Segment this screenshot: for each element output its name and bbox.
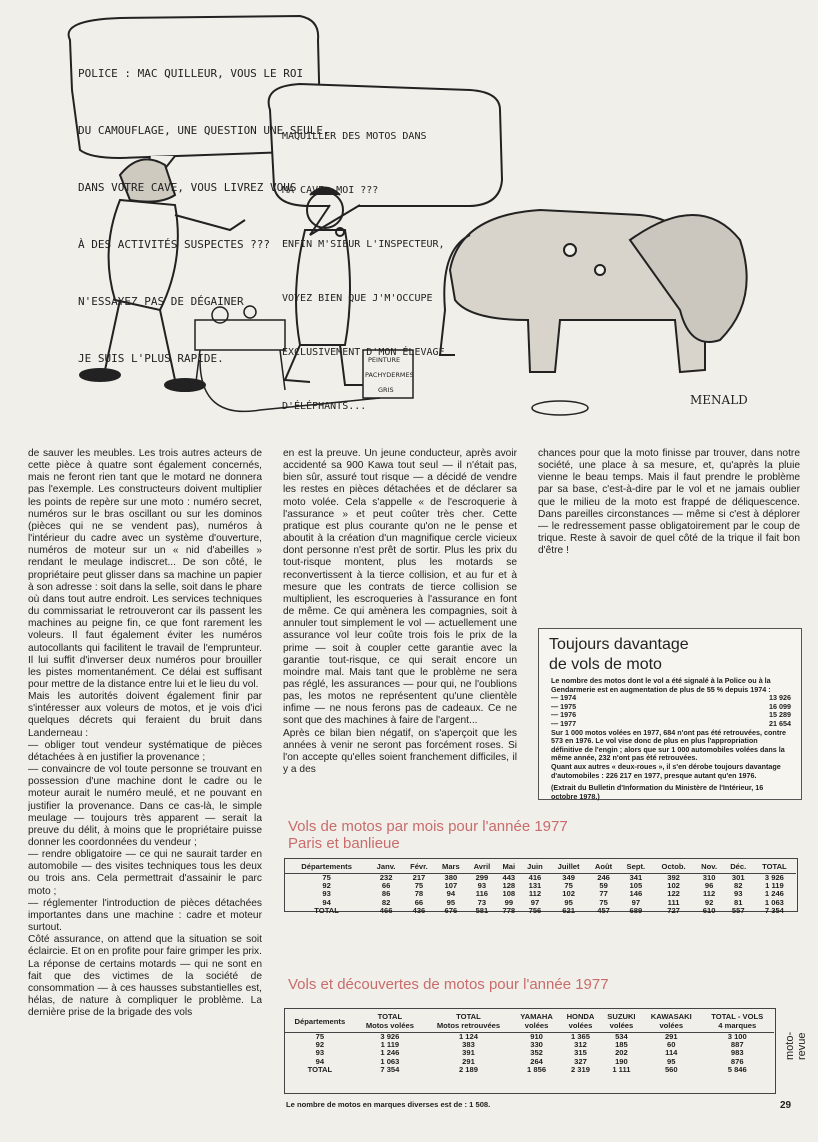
can-label-1: PEINTURE [368, 356, 401, 364]
table-header-cell [560, 1010, 601, 1033]
table-header-cell: Janv. [369, 860, 403, 874]
elephants [440, 210, 747, 372]
table-cell: 105 [629, 881, 643, 891]
table-cell: 436 [412, 905, 426, 915]
year-row [551, 694, 791, 703]
table-cell: 557 [731, 905, 745, 915]
table-header-cell: Déc. [724, 860, 753, 874]
margin-label: moto-revue [784, 1031, 808, 1060]
stats-box-intro: Le nombre des motos dont le vol a été signalé à la Police ou à la Gendarmerie est en augmentation de plus de 55 % depuis 1974 : [551, 676, 771, 694]
table-header-cell: Octob. [652, 860, 694, 874]
table-cell: 108 [502, 889, 516, 899]
table-cell: 73 [477, 897, 487, 907]
table-cell: 910 [530, 1032, 543, 1041]
table-cell: 96 [704, 881, 714, 891]
table-header-cell [513, 1010, 560, 1033]
table-cell: 246 [597, 873, 610, 882]
column-2-text: en est la preuve. Un jeune conducteur, après avoir accidenté sa 900 Kawa tout seul — il n'était pas, bien sûr, assuré tout risque — a décidé de vendre les restes en pièces détachées et de déclarer sa moto volée. Cela s'appelle « de l'escroquerie à l'assurance » et peut coûter très cher. Cette pratique est plus courante qu'on ne le pense et aboutit à la création d'un magnifique cercle vicieux dont personne n'est prêt de sortir. Plus les prix du tout-risque montent, plus les motards se reconvertissent à la tierce collision, et au fur et à mesure que les contrats de tierce collision se multiplient, les escroqueries à l'assurance en font de même. Ce qui amènera les compagnies, soit à annuler tout simplement le vol — actuellement une assurance vol leur coûte trois fois le prix de la prime — soit à coupler cette garantie avec la garantie tout-risque, ce qui serait encore un moindre mal. Mais tant que le problème ne sera pas réglé, les assurances — pour qui, ne l'oublions pas, les motos ne représentent qu'une clientèle infime — ne nous ferons pas de cadeaux. Ce ne sont que des machines à faire de l'argent... Après ce bilan bien négatif, on s'aperçoit que les années à venir ne seront pas forcément roses. Si l'on accepte qu'elles soient franchement difficiles, il y a des [283, 448, 517, 776]
table-cell: 1 246 [380, 1048, 400, 1058]
table-cell: 86 [381, 889, 391, 899]
table-cell: 341 [629, 873, 643, 882]
table-cell: 146 [629, 889, 643, 899]
header-subline: volées [568, 1021, 593, 1030]
header-subline: Motos retrouvées [436, 1021, 501, 1030]
table-cell: 315 [574, 1048, 587, 1058]
table-cell: 112 [528, 889, 542, 899]
table-cell: 111 [667, 897, 680, 907]
table-cell: 457 [597, 905, 610, 915]
table-cell: 75 [599, 897, 608, 907]
table-cell: 92 [704, 897, 714, 907]
table-cell: 190 [615, 1056, 628, 1066]
bubble1-line: JE SUIS L'PLUS RAPIDE. [78, 352, 224, 365]
bubble1-line: DU CAMOUFLAGE, UNE QUESTION UNE SEULE. [78, 124, 330, 137]
table-header-cell: Févr. [403, 860, 435, 874]
table-header-cell: Juillet [549, 860, 588, 874]
table-cell: 621 [562, 905, 575, 915]
table-cell: 1 365 [570, 1032, 590, 1041]
stats-box-title-line2: de vols de moto [549, 656, 662, 673]
table-cell: 102 [667, 881, 680, 891]
table-header-cell [701, 1010, 774, 1033]
table-1-title-line1: Vols de motos par mois pour l'année 1977 [288, 818, 568, 835]
table-cell: 301 [731, 873, 745, 882]
table-cell: 82 [733, 881, 743, 891]
table-cell: 94 [315, 1056, 325, 1066]
table-cell: 534 [615, 1032, 628, 1041]
table-cell: 689 [629, 905, 643, 915]
bubble2-line: VOYEZ BIEN QUE J'M'OCCUPE [282, 293, 433, 304]
can-label-2: PACHYDERMES [365, 371, 414, 379]
header-line: TOTAL [456, 1012, 481, 1021]
table-cell: 1 119 [380, 1040, 400, 1050]
table-cell: 122 [667, 889, 680, 899]
monthly-thefts-table [284, 860, 796, 915]
table-cell: 264 [530, 1056, 543, 1066]
table-cell: 202 [615, 1048, 628, 1058]
table-header-cell [424, 1010, 513, 1033]
table-row [284, 1049, 774, 1057]
table-header-cell: Départements [284, 860, 369, 874]
header-subline: volées [659, 1021, 684, 1030]
year-row [551, 703, 791, 712]
table-cell: 352 [530, 1048, 543, 1058]
table-cell: 95 [564, 897, 573, 907]
thefts-recoveries-table [284, 1010, 774, 1074]
table-cell: 99 [504, 897, 514, 907]
table-cell: 102 [562, 889, 575, 899]
table-row [284, 1041, 774, 1049]
table-header-cell [601, 1010, 642, 1033]
table-header-cell: Nov. [695, 860, 724, 874]
table-cell: 5 846 [727, 1064, 747, 1074]
header-line: YAMAHA [520, 1012, 553, 1021]
table-cell: 676 [444, 905, 458, 915]
table-cell: 81 [733, 897, 743, 907]
table-header-cell: Mars [435, 860, 467, 874]
table-cell: 75 [414, 881, 424, 891]
year-value: 15 289 [769, 710, 791, 720]
table-cell: 876 [730, 1056, 744, 1066]
table-cell: 116 [475, 889, 489, 899]
table-1-title [288, 818, 568, 852]
article-column-3 [538, 448, 800, 618]
table-cell: 131 [528, 881, 542, 891]
table-row [284, 890, 796, 898]
header-subline: volées [609, 1021, 634, 1030]
table-cell: 60 [667, 1040, 676, 1050]
table-cell: 3 926 [764, 873, 784, 882]
table-cell: 93 [315, 1048, 325, 1058]
table-header-cell: Août [588, 860, 619, 874]
table-cell: 560 [664, 1064, 678, 1074]
year-label: — 1977 [551, 718, 577, 728]
header-line: SUZUKI [607, 1012, 636, 1021]
table-cell: 3 926 [380, 1032, 400, 1041]
header-line: TOTAL - VOLS [711, 1012, 764, 1021]
header-subline: 4 marques [718, 1021, 757, 1030]
table-cell: 291 [462, 1056, 475, 1066]
table-cell: 95 [446, 897, 456, 907]
stats-box-title [549, 635, 689, 675]
table-cell: 1 063 [380, 1056, 400, 1066]
page-number: 29 [780, 1100, 792, 1111]
table-cell: 66 [381, 881, 391, 891]
table-cell: 1 111 [612, 1064, 631, 1074]
table-cell: 330 [530, 1040, 543, 1050]
table-cell: 1 856 [527, 1064, 547, 1074]
table-cell: 291 [664, 1032, 678, 1041]
table-cell: 756 [528, 905, 542, 915]
table-cell: 7 354 [380, 1064, 400, 1074]
year-label: — 1976 [551, 710, 577, 720]
column-1-text: de sauver les meubles. Les trois autres acteurs de cette pièce à quatre sont également concernés, mais ne feront rien tant que le motard ne donnera pas l'exemple. Les constructeurs doivent multiplier les points de repère sur une moto : numéro secret, numéros sur le bras oscillant ou sur les dominos (pièces qui ne se vendent pas), numéros à l'intérieur du cadre avec un système d'ouverture, numéros de moteur sur un « nid d'abeilles » rendant le meulage indiscret... De son côté, le propriétaire peut glisser dans sa machine un papier à son adresse : soit dans la selle, soit dans le phare où dans tout autre endroit. Les services techniques du commissariat le retrouveront car ils passent les machines au peigne fin, ce que font rarement les voleurs. Il faut également éviter les numéros autocollants qui facilitent le travail de l'emprunteur. Il lui suffit d'inverser deux numéros pour brouiller les pistes momentanément. Ce délai est suffisant pour mettre de la distance entre lui et le lieu du vol. Mais les autorités doivent également finir par s'intéresser aux voleurs de motos, et je vois d'ici quelques décrets qui feraient du bruit dans Landerneau : — obliger tout vendeur systématique de pièces détachées à en justifier la provenance ; — convaincre de vol toute personne se trouvant en possession d'une machine dont le cadre ou le moteur aurait le numéro meulé, et ne pouvant en justifier la provenance. Dans ce cas-là, le simple meulage — toujours très apparent — serait la preuve du délit, à moins que le propriétaire puisse donner les coordonnées du vendeur ; — rendre obligatoire — ce qui ne saurait tarder en automobile — des visites techniques tous les deux ou trois ans. Cela permettrait d'assainir le parc moto ; — réglementer l'introduction de pièces détachées importantes dans une machine : cadre et moteur surtout. Côté assurance, on attend que la situation se soit éclaircie. Et on en profite pour faire grimper les prix. La réponse de certains motards — qui ne sont en fait que des victimes de la société de consommation — à ces hausses substantielles est, hélas, de nature à compliquer le problème. La dernière prise de la brigade des vols [28, 448, 262, 1019]
table-cell: 581 [475, 905, 489, 915]
stats-box-body [551, 677, 791, 801]
table-header-cell [642, 1010, 700, 1033]
table-cell: 7 354 [764, 905, 784, 915]
bubble2-line: MAQUILLER DES MOTOS DANS [282, 131, 427, 142]
table-cell: 983 [730, 1048, 744, 1058]
table-cell: 59 [599, 881, 608, 891]
table-cell: 443 [502, 873, 516, 882]
table-row [284, 1066, 774, 1074]
table-cell: 727 [667, 905, 680, 915]
year-value: 16 099 [769, 701, 791, 711]
table-cell: 93 [322, 889, 331, 899]
table-cell: 75 [564, 881, 573, 891]
table-cell: 75 [315, 1032, 325, 1041]
table-cell: 1 246 [764, 889, 784, 899]
table-cell: 97 [631, 897, 641, 907]
table-cell: 349 [562, 873, 575, 882]
header-line: KAWASAKI [650, 1012, 692, 1021]
table-cell: 1 119 [765, 881, 784, 891]
table-cell: 75 [322, 873, 331, 882]
table-cell: 95 [667, 1056, 676, 1066]
year-label: — 1975 [551, 701, 577, 711]
table-cell: 92 [315, 1040, 325, 1050]
header-line: HONDA [566, 1012, 595, 1021]
table-header-row [284, 1010, 774, 1033]
table-cell: 778 [502, 905, 516, 915]
table-cell: 3 100 [727, 1032, 747, 1041]
table-cell: 1 063 [764, 897, 784, 907]
table-cell: 128 [502, 881, 516, 891]
table-header-cell: Juin [521, 860, 550, 874]
header-subline: Motos volées [365, 1021, 414, 1030]
table-cell: 94 [446, 889, 456, 899]
table-cell: 1 124 [458, 1032, 478, 1041]
table-cell: 610 [702, 905, 716, 915]
table-cell: 327 [574, 1056, 587, 1066]
table-cell: 66 [414, 897, 424, 907]
table-cell: 92 [322, 881, 331, 891]
year-value: 13 926 [769, 693, 791, 703]
table-cell: 2 189 [458, 1064, 478, 1074]
bubble2-line: D'ÉLÉPHANTS... [282, 401, 367, 412]
table-cell: 217 [412, 873, 426, 882]
bubble2-line: EXCLUSIVEMENT D'MON ÉLEVAGE [282, 347, 445, 358]
bubble1-line: À DES ACTIVITÉS SUSPECTES ??? [78, 238, 271, 251]
table-cell: 391 [462, 1048, 475, 1058]
table-header-cell: Mai [497, 860, 521, 874]
table-cell: 299 [475, 873, 489, 882]
bowl [532, 401, 588, 415]
bubble1-line: DANS VOTRE CAVE, VOUS LIVREZ VOUS [78, 181, 297, 194]
table-cell: 97 [530, 897, 540, 907]
table-header-cell [356, 1010, 424, 1033]
table-header-cell: Sept. [619, 860, 652, 874]
bubble2-line: MA CAVE, MOI ??? [282, 185, 379, 196]
header-line: TOTAL [377, 1012, 403, 1021]
table-cell: 392 [667, 873, 680, 882]
table-cell: 466 [379, 905, 393, 915]
article-column-2 [283, 448, 517, 838]
stats-box-paragraph-1: Sur 1 000 motos volées en 1977, 684 n'ont pas été retrouvées, contre 573 en 1976. Le vol vise donc de plus en plus l'appropriation définitive de l'engin ; alors que sur 1 000 automobiles volées dans la même année, 232 n'ont pas été retrouvées. [551, 727, 787, 763]
table-cell: 383 [462, 1040, 475, 1050]
stats-box-title-line1: Toujours davantage [549, 636, 689, 653]
table-header-cell: Avril [467, 860, 497, 874]
artist-signature: MENALD [690, 393, 748, 407]
table-cell: 94 [322, 897, 331, 907]
table-cell: 416 [528, 873, 542, 882]
speech-bubble-2-text [282, 92, 445, 434]
bubble2-line: ENFIN M'SIEUR L'INSPECTEUR, [282, 239, 445, 250]
table-cell: 107 [444, 881, 458, 891]
table-2-title: Vols et découvertes de motos pour l'année 1977 [288, 976, 609, 993]
table-header-cell [284, 1010, 356, 1033]
table-cell: 114 [665, 1048, 678, 1058]
table-cell: 112 [702, 889, 716, 899]
year-row [551, 711, 791, 720]
bubble1-line: N'ESSAYEZ PAS DE DÉGAINER [78, 295, 244, 308]
header-subline: volées [524, 1021, 549, 1030]
table-cell: 312 [574, 1040, 587, 1050]
table-cell: 380 [444, 873, 458, 882]
stats-box-paragraph-2: Quant aux autres « deux-roues », il s'en dérobe toujours davantage d'automobiles : 226 217 en 1977, presque autant qu'en 1976. [551, 761, 781, 780]
table-cell: 93 [477, 881, 487, 891]
table-cell: 185 [615, 1040, 628, 1050]
bubble1-line: POLICE : MAC QUILLEUR, VOUS LE ROI [78, 67, 304, 80]
can-label-3: GRIS [378, 386, 394, 394]
article-column-1 [28, 448, 262, 1132]
table-2-footnote: Le nombre de motos en marques diverses est de : 1 508. [286, 1100, 491, 1109]
table-cell: 93 [733, 889, 743, 899]
stats-box [538, 628, 802, 800]
column-3-text: chances pour que la moto finisse par trouver, dans notre société, une place à sa mesure, et, qu'après la pluie vienne le beau temps. Mais il faut prendre le problème par sa base, c'est-à-dire par le vol et ne jamais oublier que le milieu de la moto est frappé de déliquescence. Dans pareilles circonstances — même si c'est à déplorer — le redressement passe obligatoirement par le coup de trique. Reste à savoir de quel côté de la trique il fait bon d'être ! [538, 448, 800, 557]
table-header-row [284, 860, 796, 874]
table-cell: 78 [414, 889, 424, 899]
year-label: — 1974 [551, 693, 577, 703]
table-cell: 77 [599, 889, 608, 899]
table-cell: 82 [381, 897, 391, 907]
table-header-cell: TOTAL [753, 860, 796, 874]
header-line: Départements [294, 1016, 346, 1026]
table-cell: TOTAL [307, 1064, 333, 1074]
year-value: 21 654 [769, 718, 791, 728]
table-cell: 887 [730, 1040, 744, 1050]
table-row [284, 907, 796, 915]
table-cell: TOTAL [314, 905, 339, 915]
table-cell: 310 [702, 873, 716, 882]
table-cell: 232 [379, 873, 393, 882]
stats-box-source: (Extrait du Bulletin d'Information du Ministère de l'Intérieur, 16 octobre 1978.) [551, 783, 764, 801]
table-row [284, 1033, 774, 1042]
table-cell: 2 319 [570, 1064, 590, 1074]
table-1-title-line2: Paris et banlieue [288, 835, 400, 852]
